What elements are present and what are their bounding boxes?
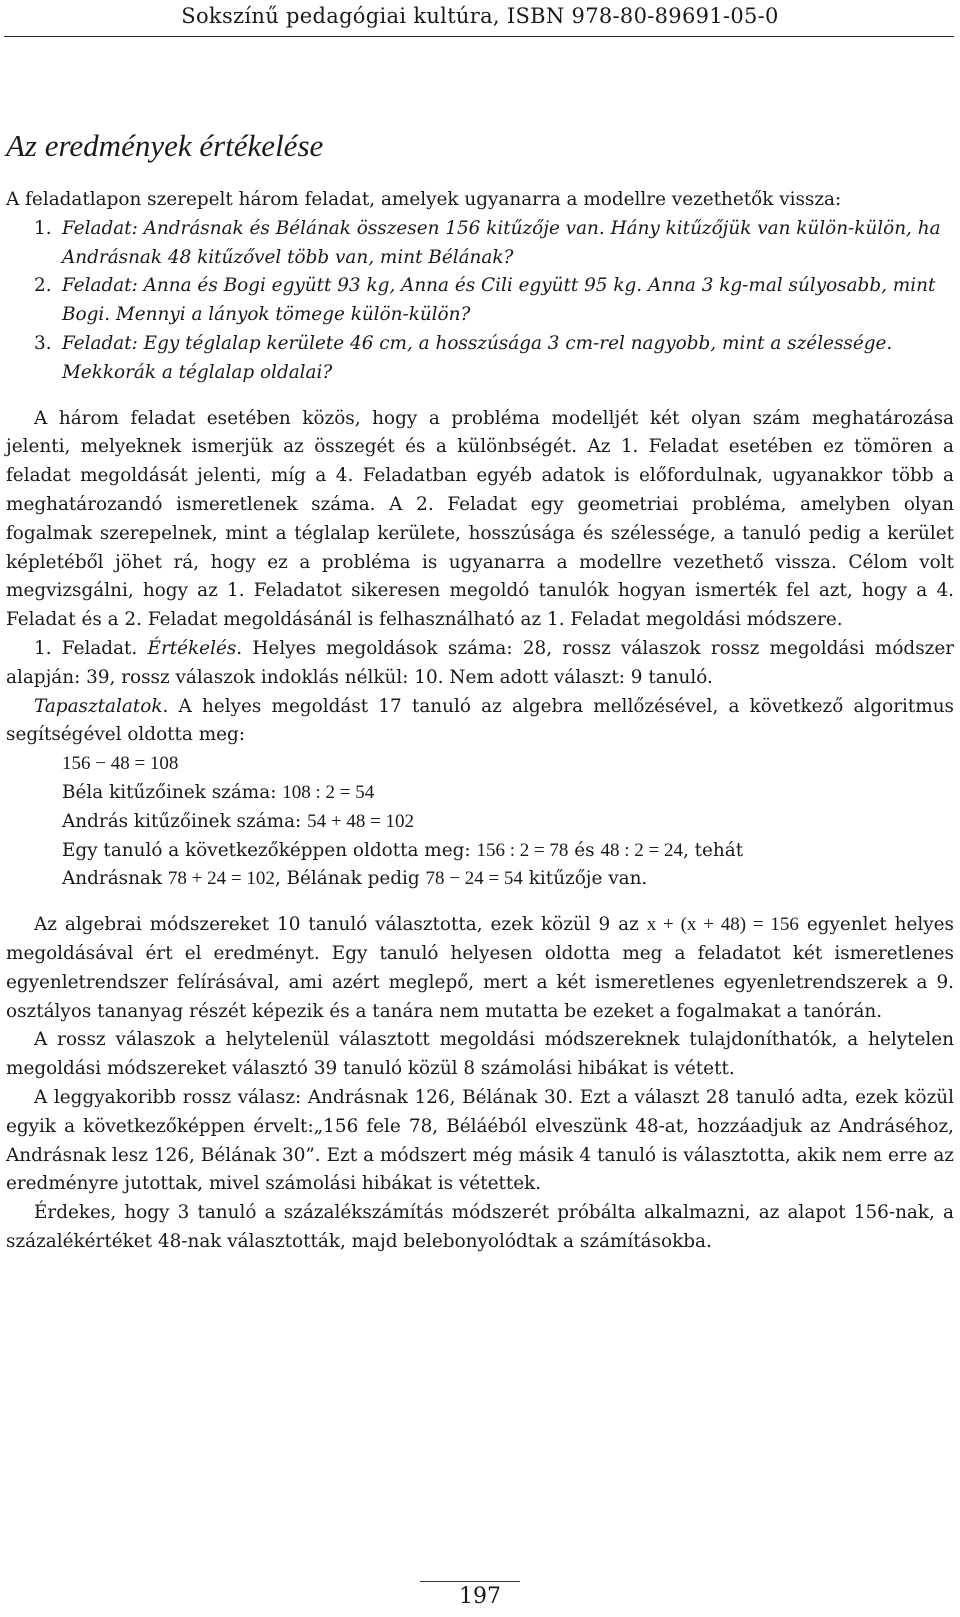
calc-math: 48 : 2 = 24 (600, 839, 683, 861)
page-number: 197 (459, 1584, 501, 1609)
task-list (6, 215, 954, 388)
calc-text: Egy tanuló a következőképpen oldotta meg: (62, 839, 477, 861)
page-content (6, 128, 954, 1257)
calc-text: kitűzője van. (522, 868, 648, 890)
calc-math: 54 + 48 = 102 (307, 810, 415, 832)
calc-math: 108 : 2 = 54 (282, 781, 375, 803)
calc-math: 156 : 2 = 78 (476, 839, 569, 861)
algebra-paragraph (6, 911, 954, 1026)
calc-line (62, 837, 954, 866)
common-model-paragraph: A három feladat esetében közös, hogy a probléma modelljét két olyan szám meghatározása jelenti, melyeknek ismerjük az összegét és a különbségét. Az 1. Feladat esetében ez tömören a feladat megoldását jelenti, míg a 4. Feladatban egyéb adatok is előfordulnak, ugyanakkor több a meghatározandó ismeretlenek száma. A 2. Feladat egy geometriai probléma, amelyben olyan fogalmak szerepelnek, mint a téglalap kerülete, hosszúsága és szélessége, a tanuló pedig a kerület képletéből jöhet rá, hogy ez a probléma is ugyanarra a modellre vezethető vissza. Célom volt megvizsgálni, hogy az 1. Feladatot sikeresen megoldó tanulók hogyan ismerték fel azt, hogy a 4. Feladat és a 2. Feladat megoldásánál is felhasználható az 1. Feladat megoldási módszere. (6, 407, 954, 631)
evaluation-paragraph (6, 635, 954, 693)
experience-label: Tapasztalatok (34, 695, 163, 717)
calc-line (62, 779, 954, 808)
footer-rule (420, 1581, 520, 1582)
calc-math: 156 − 48 = 108 (62, 753, 179, 775)
calculation-block (6, 750, 954, 894)
percent-method-paragraph: Érdekes, hogy 3 tanuló a százalékszámítás módszerét próbálta alkalmazni, az alapot 156-nak, a százalékértéket 48-nak választották, majd belebonyolódtak a számításokba. (6, 1202, 954, 1252)
calc-text: Andrásnak (62, 868, 168, 890)
algebra-equation: x + (x + 48) = 156 (646, 914, 799, 936)
task-text: Feladat: Egy téglalap kerülete 46 cm, a hosszúsága 3 cm-rel nagyobb, mint a szélessége. Mekkorák a téglalap oldalai? (62, 332, 893, 383)
wrong-answers-paragraph: A rossz válaszok a helytelenül választott megoldási módszereknek tulajdoníthatók, a helytelen megoldási módszereket választó 39 tanuló közül 8 számolási hibákat is vétett. (6, 1029, 954, 1080)
evaluation-lead: 1. Feladat. (34, 637, 148, 659)
evaluation-label: Értékelés (147, 637, 237, 659)
calc-text: , tehát (682, 839, 744, 861)
experience-paragraph (6, 693, 954, 751)
calc-line (62, 865, 954, 894)
header-rule (4, 36, 954, 37)
calc-label: Béla kitűzőinek száma: (62, 781, 283, 803)
calc-math: 78 − 24 = 54 (425, 868, 523, 890)
task-item (6, 272, 954, 330)
common-wrong-answer-paragraph: A leggyakoribb rossz válasz: Andrásnak 126, Bélának 30. Ezt a választ 28 tanuló adta, ezek közül egyik a következőképpen érvelt:„156 fele 78, Béláéból elveszünk 48-at, hozzáadjuk az Andráséhoz, Andrásnak lesz 126, Bélának 30”. Ezt a módszert még másik 4 tanuló is választotta, akik nem erre az eredményre jutottak, mivel számolási hibákat is vétettek. (6, 1086, 954, 1195)
algebra-text-before: Az algebrai módszereket 10 tanuló választotta, ezek közül 9 az (34, 914, 647, 936)
calc-line (62, 808, 954, 837)
evaluation-text: . Helyes megoldások száma: 28, rossz válaszok rossz megoldási módszer alapján: 39, rossz válaszok indoklás nélkül: 10. Nem adott választ: 9 tanuló. (6, 637, 954, 688)
task-number: 3. (34, 332, 52, 354)
task-item (6, 330, 954, 388)
calc-math: 78 + 24 = 102 (167, 868, 275, 890)
calc-text: , Bélának pedig (274, 868, 426, 890)
intro-paragraph: A feladatlapon szerepelt három feladat, amelyek ugyanarra a modellre vezethetők vissza: (6, 189, 842, 210)
running-header: Sokszínű pedagógiai kultúra, ISBN 978-80-89691-05-0 (181, 4, 779, 28)
task-item (6, 215, 954, 273)
task-text: Feladat: Anna és Bogi együtt 93 kg, Anna és Cili együtt 95 kg. Anna 3 kg-mal súlyosabb, mint Bogi. Mennyi a lányok tömege külön-külön? (62, 275, 936, 326)
task-text: Feladat: Andrásnak és Bélának összesen 156 kitűzője van. Hány kitűzőjük van külön-külön, ha Andrásnak 48 kitűzővel több van, mint Bélának? (62, 217, 941, 268)
task-number: 2. (34, 275, 52, 297)
task-number: 1. (34, 217, 52, 239)
calc-line (62, 750, 954, 779)
calc-text: és (568, 839, 601, 861)
section-title: Az eredmények értékelése (6, 128, 324, 163)
calc-label: András kitűzőinek száma: (62, 810, 308, 832)
algebra-text-after: egyenlet helyes megoldásával ért el eredményt. Egy tanuló helyesen oldotta meg a feladatot két ismeretlenes egyenletrendszer felírásával, ami azért meglepő, mert a két ismeretlenes egyenletrendszerek a 9. osztályos tananyag részét képezik és a tanára nem mutatta be ezeket a fogalmakat a tanórán. (6, 914, 954, 1022)
experience-text: . A helyes megoldást 17 tanuló az algebra mellőzésével, a következő algoritmus segítségével oldotta meg: (6, 695, 954, 746)
